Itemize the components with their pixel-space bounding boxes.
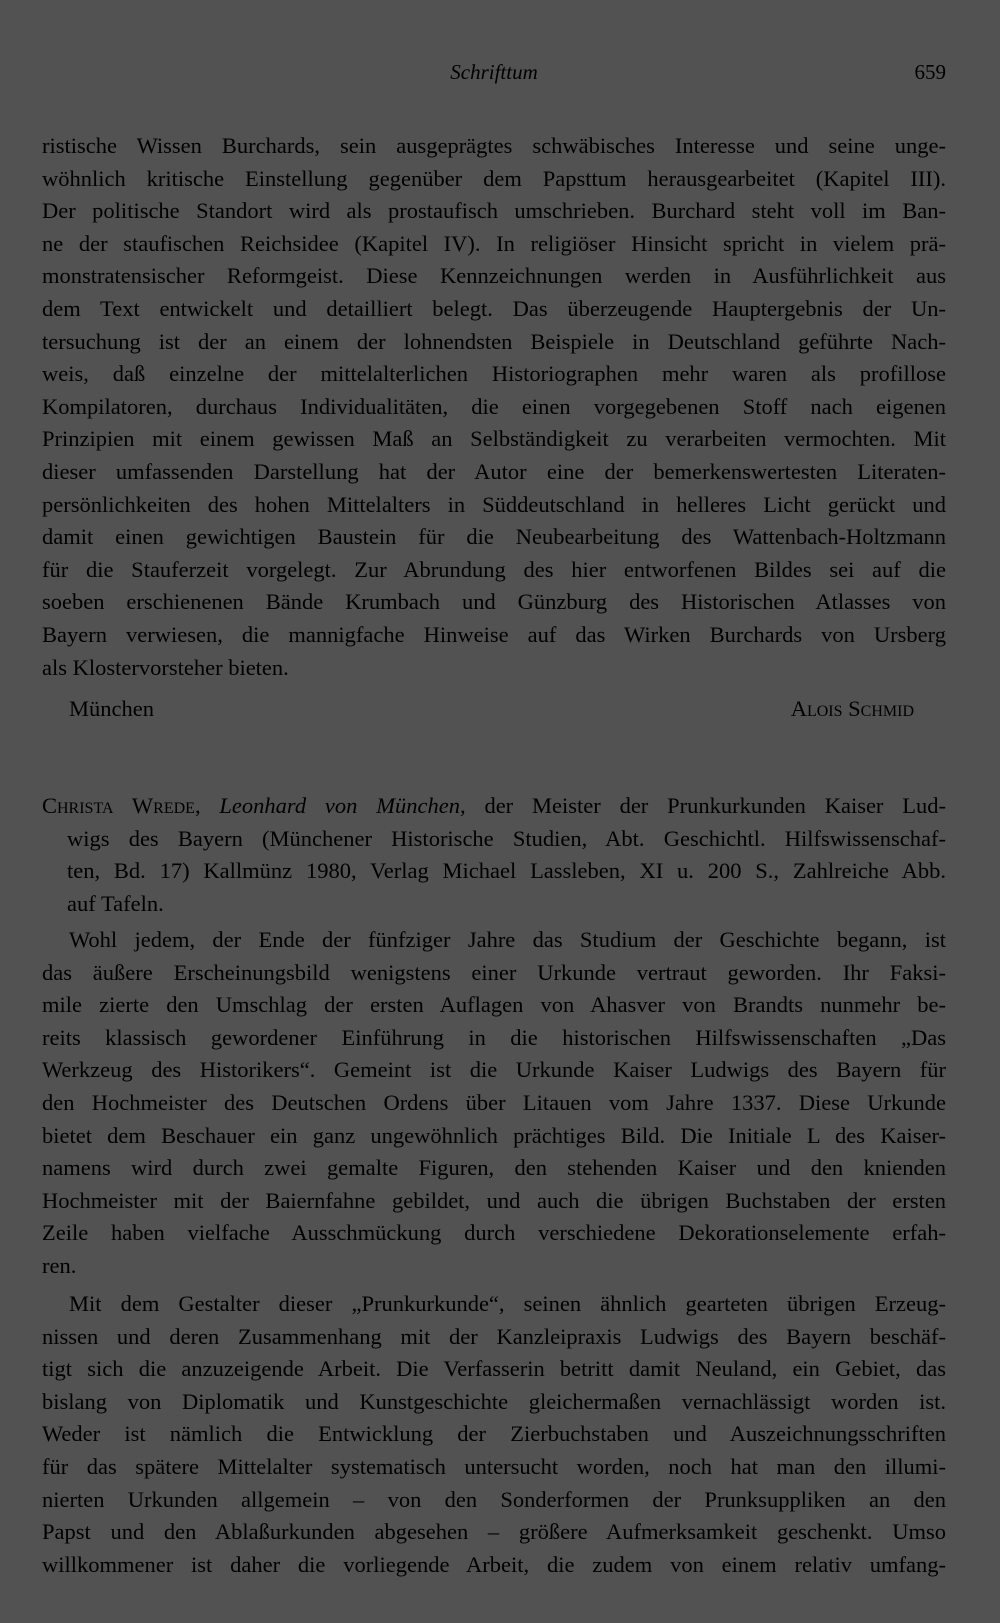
text-line: weis, daß einzelne der mittelalterlichen Historiographen mehr waren als profillose (42, 361, 946, 387)
citation-author: Christa Wrede, (42, 793, 201, 818)
text-line: ne der staufischen Reichsidee (Kapitel IV). In religiöser Hinsicht spricht in vielem prä- (42, 230, 946, 256)
citation-line: wigs des Bayern (Münchener Historische Studien, Abt. Geschichtl. Hilfswissenschaf- (67, 825, 946, 851)
citation-line: auf Tafeln. (67, 890, 164, 916)
text-line: nierten Urkunden allgemein – von den Sonderformen der Prunksuppliken an den (42, 1486, 946, 1512)
text-line: Hochmeister mit der Baiernfahne gebildet, und auch die übrigen Buchstaben der ersten (42, 1187, 946, 1213)
text-line: bislang von Diplomatik und Kunstgeschichte gleichermaßen vernachlässigt worden ist. (42, 1388, 946, 1414)
text-line: mile zierte den Umschlag der ersten Auflagen von Ahasver von Brandts nunmehr be- (42, 992, 946, 1018)
review1-signature (42, 692, 914, 725)
text-line: Bayern verwiesen, die mannigfache Hinweise auf das Wirken Burchards von Ursberg (42, 621, 946, 647)
text-line: den Hochmeister des Deutschen Ordens über Litauen vom Jahre 1337. Diese Urkunde (42, 1089, 946, 1115)
text-line: wöhnlich kritische Einstellung gegenüber dem Papsttum herausgearbeitet (Kapitel III). (42, 165, 946, 191)
text-line-last: ren. (42, 1252, 77, 1278)
text-line: persönlichkeiten des hohen Mittelalters in Süddeutschland in helleres Licht gerückt und (42, 491, 946, 517)
text-line: reits klassisch gewordener Einführung in die historischen Hilfswissenschaften „Das (42, 1024, 946, 1050)
running-head (42, 60, 946, 90)
page-number: 659 (914, 60, 946, 84)
text-line: bietet dem Beschauer ein ganz ungewöhnlich prächtiges Bild. Die Initiale L des Kaiser- (42, 1122, 946, 1148)
text-line: Mit dem Gestalter dieser „Prunkurkunde“, seinen ähnlich gearteten übrigen Erzeug- (69, 1291, 946, 1316)
citation-details: der Meister der Prunkurkunden Kaiser Lud- (484, 793, 946, 818)
running-title: Schrifttum (450, 60, 538, 84)
text-line: monstratensischer Reformgeist. Diese Kennzeichnungen werden in Ausführlichkeit aus (42, 263, 946, 289)
review2-heading (42, 790, 946, 920)
text-line: dieser umfassenden Darstellung hat der Autor eine der bemerkenswertesten Literaten- (42, 458, 946, 484)
signature-reviewer: Alois Schmid (790, 696, 914, 721)
text-line: für die Stauferzeit vorgelegt. Zur Abrundung des hier entworfenen Bildes sei auf die (42, 556, 946, 582)
text-line: Werkzeug des Historikers“. Gemeint ist die Urkunde Kaiser Ludwigs des Bayern für (42, 1057, 946, 1083)
review2-paragraph-1 (42, 924, 946, 1283)
text-line: Kompilatoren, durchaus Individualitäten, die einen vorgegebenen Stoff nach eigenen (42, 393, 946, 419)
text-line: Papst und den Ablaßurkunden abgesehen – größere Aufmerksamkeit geschenkt. Umso (42, 1519, 946, 1545)
text-line: willkommener ist daher die vorliegende Arbeit, die zudem von einem relativ umfang- (42, 1551, 946, 1577)
text-line: Der politische Standort wird als prostaufisch umschrieben. Burchard steht voll im Ban- (42, 198, 946, 224)
text-line: dem Text entwickelt und detailliert belegt. Das überzeugende Hauptergebnis der Un- (42, 295, 946, 321)
citation-first-line (42, 790, 946, 823)
text-line: namens wird durch zwei gemalte Figuren, den stehenden Kaiser und den knienden (42, 1155, 946, 1181)
text-line: Prinzipien mit einem gewissen Maß an Selbständigkeit zu verarbeiten vermochten. Mit (42, 426, 946, 452)
text-line: damit einen gewichtigen Baustein für die Neubearbeitung des Wattenbach-Holtzmann (42, 524, 946, 550)
signature-place: München (69, 696, 154, 721)
text-line: Weder ist nämlich die Entwicklung der Zierbuchstaben und Auszeichnungsschriften (42, 1421, 946, 1447)
review1-body (42, 130, 946, 684)
text-line: ristische Wissen Burchards, sein ausgeprägtes schwäbisches Interesse und seine unge- (42, 133, 946, 158)
text-line-last: als Klostervorsteher bieten. (42, 654, 289, 680)
citation-title: Leonhard von München, (219, 793, 466, 818)
text-line: Wohl jedem, der Ende der fünfziger Jahre das Studium der Geschichte begann, ist (69, 927, 946, 952)
text-line: tersuchung ist der an einem der lohnendsten Beispiele in Deutschland geführte Nach- (42, 328, 946, 354)
review2-paragraph-2 (42, 1288, 946, 1581)
text-line: nissen und deren Zusammenhang mit der Kanzleipraxis Ludwigs des Bayern beschäf- (42, 1323, 946, 1349)
text-line: Zeile haben vielfache Ausschmückung durch verschiedene Dekorationselemente erfah- (42, 1220, 946, 1246)
text-line: tigt sich die anzuzeigende Arbeit. Die Verfasserin betritt damit Neuland, ein Gebiet, das (42, 1356, 946, 1382)
text-line: für das spätere Mittelalter systematisch untersucht worden, noch hat man den illumi- (42, 1453, 946, 1479)
citation-line: ten, Bd. 17) Kallmünz 1980, Verlag Michael Lassleben, XI u. 200 S., Zahlreiche Abb. (67, 858, 946, 884)
text-line: soeben erschienenen Bände Krumbach und Günzburg des Historischen Atlasses von (42, 589, 946, 615)
text-line: das äußere Erscheinungsbild wenigstens einer Urkunde vertraut geworden. Ihr Faksi- (42, 959, 946, 985)
